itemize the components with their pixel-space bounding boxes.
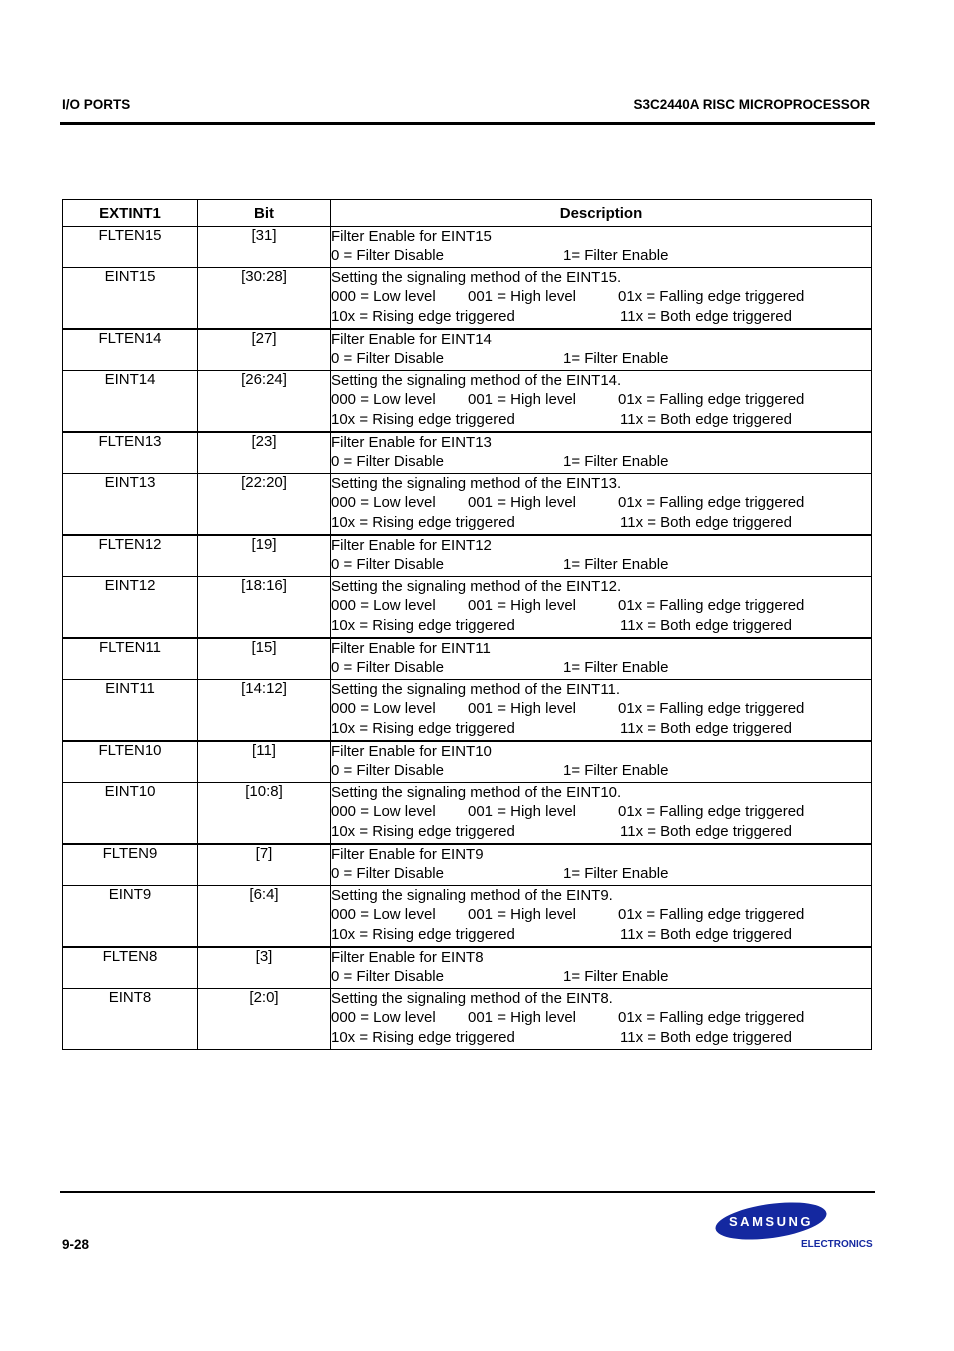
option-enable: 1= Filter Enable	[563, 968, 669, 986]
field-description	[331, 638, 872, 680]
header-product-title: S3C2440A RISC MICROPROCESSOR	[633, 97, 870, 112]
option-high-level: 001 = High level	[468, 288, 576, 306]
samsung-logo	[714, 1200, 828, 1242]
description-title: Filter Enable for EINT8	[331, 949, 484, 966]
field-description	[331, 886, 872, 948]
option-rising-edge: 10x = Rising edge triggered	[331, 925, 515, 943]
field-description	[331, 741, 872, 783]
table-row	[63, 577, 872, 639]
description-title: Filter Enable for EINT9	[331, 846, 484, 863]
option-falling-edge: 01x = Falling edge triggered	[618, 494, 805, 512]
option-low-level: 000 = Low level	[331, 1009, 436, 1027]
option-low-level: 000 = Low level	[331, 906, 436, 924]
option-disable: 0 = Filter Disable	[331, 659, 444, 677]
table-row	[63, 741, 872, 783]
option-enable: 1= Filter Enable	[563, 865, 669, 883]
page-number: 9-28	[62, 1237, 90, 1252]
option-enable: 1= Filter Enable	[563, 659, 669, 677]
option-disable: 0 = Filter Disable	[331, 247, 444, 265]
field-name: FLTEN12	[63, 535, 198, 577]
description-title: Setting the signaling method of the EINT9.	[331, 887, 613, 904]
description-line	[331, 699, 871, 718]
field-name: EINT13	[63, 474, 198, 536]
logo-subtitle: ELECTRONICS	[801, 1239, 873, 1250]
column-header-description: Description	[331, 200, 872, 227]
field-name: EINT15	[63, 268, 198, 330]
option-falling-edge: 01x = Falling edge triggered	[618, 906, 805, 924]
bit-range: [15]	[198, 638, 331, 680]
bit-range: [31]	[198, 227, 331, 268]
option-falling-edge: 01x = Falling edge triggered	[618, 700, 805, 718]
table-row	[63, 680, 872, 742]
option-low-level: 000 = Low level	[331, 700, 436, 718]
bit-range: [10:8]	[198, 783, 331, 845]
field-description	[331, 329, 872, 371]
bit-range: [26:24]	[198, 371, 331, 433]
option-low-level: 000 = Low level	[331, 494, 436, 512]
option-both-edge: 11x = Both edge triggered	[620, 1028, 792, 1046]
bit-range: [3]	[198, 947, 331, 989]
option-high-level: 001 = High level	[468, 700, 576, 718]
table-row	[63, 268, 872, 330]
description-line	[331, 452, 871, 471]
description-line	[331, 307, 871, 326]
bit-range: [14:12]	[198, 680, 331, 742]
description-line	[331, 639, 871, 658]
option-enable: 1= Filter Enable	[563, 453, 669, 471]
option-high-level: 001 = High level	[468, 391, 576, 409]
bit-range: [18:16]	[198, 577, 331, 639]
bit-range: [7]	[198, 844, 331, 886]
field-name: FLTEN13	[63, 432, 198, 474]
option-low-level: 000 = Low level	[331, 597, 436, 615]
description-line	[331, 410, 871, 429]
description-line	[331, 967, 871, 986]
description-title: Filter Enable for EINT14	[331, 331, 492, 348]
option-high-level: 001 = High level	[468, 906, 576, 924]
table-row	[63, 474, 872, 536]
description-line	[331, 555, 871, 574]
description-line	[331, 1008, 871, 1027]
description-title: Filter Enable for EINT11	[331, 640, 491, 657]
header-divider	[60, 122, 875, 125]
option-low-level: 000 = Low level	[331, 803, 436, 821]
description-line	[331, 474, 871, 493]
option-enable: 1= Filter Enable	[563, 350, 669, 368]
option-rising-edge: 10x = Rising edge triggered	[331, 513, 515, 531]
option-enable: 1= Filter Enable	[563, 556, 669, 574]
bit-range: [2:0]	[198, 989, 331, 1050]
option-high-level: 001 = High level	[468, 1009, 576, 1027]
logo-wordmark: SAMSUNG	[729, 1214, 813, 1229]
description-title: Setting the signaling method of the EINT12.	[331, 578, 622, 595]
column-header-bit: Bit	[198, 200, 331, 227]
description-line	[331, 905, 871, 924]
field-name: FLTEN8	[63, 947, 198, 989]
description-title: Filter Enable for EINT15	[331, 228, 492, 245]
description-title: Setting the signaling method of the EINT14.	[331, 372, 622, 389]
option-rising-edge: 10x = Rising edge triggered	[331, 410, 515, 428]
bit-range: [6:4]	[198, 886, 331, 948]
field-description	[331, 680, 872, 742]
field-name: EINT8	[63, 989, 198, 1050]
field-name: EINT14	[63, 371, 198, 433]
option-both-edge: 11x = Both edge triggered	[620, 513, 792, 531]
field-name: FLTEN11	[63, 638, 198, 680]
field-description	[331, 227, 872, 268]
option-falling-edge: 01x = Falling edge triggered	[618, 803, 805, 821]
register-table	[62, 199, 872, 1050]
field-name: EINT12	[63, 577, 198, 639]
option-disable: 0 = Filter Disable	[331, 968, 444, 986]
table-row	[63, 432, 872, 474]
option-enable: 1= Filter Enable	[563, 247, 669, 265]
description-title: Filter Enable for EINT10	[331, 743, 492, 760]
description-title: Setting the signaling method of the EINT15.	[331, 269, 622, 286]
description-line	[331, 390, 871, 409]
option-rising-edge: 10x = Rising edge triggered	[331, 307, 515, 325]
field-name: EINT9	[63, 886, 198, 948]
option-disable: 0 = Filter Disable	[331, 865, 444, 883]
option-enable: 1= Filter Enable	[563, 762, 669, 780]
description-line	[331, 371, 871, 390]
description-line	[331, 287, 871, 306]
field-description	[331, 989, 872, 1050]
field-description	[331, 474, 872, 536]
option-disable: 0 = Filter Disable	[331, 556, 444, 574]
description-line	[331, 330, 871, 349]
field-description	[331, 371, 872, 433]
description-line	[331, 719, 871, 738]
option-both-edge: 11x = Both edge triggered	[620, 822, 792, 840]
description-line	[331, 577, 871, 596]
description-line	[331, 1028, 871, 1047]
description-line	[331, 680, 871, 699]
description-line	[331, 227, 871, 246]
description-line	[331, 513, 871, 532]
option-rising-edge: 10x = Rising edge triggered	[331, 719, 515, 737]
description-line	[331, 783, 871, 802]
table-row	[63, 638, 872, 680]
description-title: Filter Enable for EINT12	[331, 537, 492, 554]
description-line	[331, 864, 871, 883]
option-high-level: 001 = High level	[468, 597, 576, 615]
field-name: EINT11	[63, 680, 198, 742]
table-row	[63, 844, 872, 886]
description-line	[331, 246, 871, 265]
table-body	[63, 227, 872, 1050]
option-disable: 0 = Filter Disable	[331, 350, 444, 368]
description-title: Setting the signaling method of the EINT13.	[331, 475, 622, 492]
description-line	[331, 886, 871, 905]
table-row	[63, 989, 872, 1050]
field-description	[331, 844, 872, 886]
field-name: FLTEN14	[63, 329, 198, 371]
bit-range: [30:28]	[198, 268, 331, 330]
option-both-edge: 11x = Both edge triggered	[620, 719, 792, 737]
description-line	[331, 802, 871, 821]
option-both-edge: 11x = Both edge triggered	[620, 616, 792, 634]
description-line	[331, 822, 871, 841]
option-disable: 0 = Filter Disable	[331, 762, 444, 780]
table-row	[63, 886, 872, 948]
table-row	[63, 329, 872, 371]
description-line	[331, 268, 871, 287]
field-name: FLTEN10	[63, 741, 198, 783]
description-line	[331, 536, 871, 555]
option-low-level: 000 = Low level	[331, 391, 436, 409]
table-row	[63, 947, 872, 989]
description-line	[331, 616, 871, 635]
table-row	[63, 371, 872, 433]
field-description	[331, 268, 872, 330]
bit-range: [11]	[198, 741, 331, 783]
option-both-edge: 11x = Both edge triggered	[620, 410, 792, 428]
option-falling-edge: 01x = Falling edge triggered	[618, 1009, 805, 1027]
column-header-extint1: EXTINT1	[63, 200, 198, 227]
table-row	[63, 783, 872, 845]
description-line	[331, 989, 871, 1008]
bit-range: [27]	[198, 329, 331, 371]
field-description	[331, 947, 872, 989]
description-line	[331, 742, 871, 761]
description-title: Setting the signaling method of the EINT8.	[331, 990, 613, 1007]
option-high-level: 001 = High level	[468, 803, 576, 821]
description-line	[331, 761, 871, 780]
option-disable: 0 = Filter Disable	[331, 453, 444, 471]
field-description	[331, 535, 872, 577]
option-rising-edge: 10x = Rising edge triggered	[331, 1028, 515, 1046]
option-high-level: 001 = High level	[468, 494, 576, 512]
option-rising-edge: 10x = Rising edge triggered	[331, 616, 515, 634]
description-line	[331, 925, 871, 944]
table-row	[63, 535, 872, 577]
option-falling-edge: 01x = Falling edge triggered	[618, 288, 805, 306]
description-title: Setting the signaling method of the EINT11.	[331, 681, 621, 698]
field-name: FLTEN15	[63, 227, 198, 268]
description-line	[331, 493, 871, 512]
description-line	[331, 349, 871, 368]
field-name: FLTEN9	[63, 844, 198, 886]
option-rising-edge: 10x = Rising edge triggered	[331, 822, 515, 840]
option-both-edge: 11x = Both edge triggered	[620, 307, 792, 325]
option-falling-edge: 01x = Falling edge triggered	[618, 597, 805, 615]
bit-range: [22:20]	[198, 474, 331, 536]
description-line	[331, 658, 871, 677]
header-section-title: I/O PORTS	[62, 97, 131, 112]
option-falling-edge: 01x = Falling edge triggered	[618, 391, 805, 409]
footer-divider	[60, 1191, 875, 1193]
table-header-row	[63, 200, 872, 227]
description-line	[331, 433, 871, 452]
field-description	[331, 783, 872, 845]
field-description	[331, 432, 872, 474]
description-line	[331, 948, 871, 967]
bit-range: [23]	[198, 432, 331, 474]
option-both-edge: 11x = Both edge triggered	[620, 925, 792, 943]
description-line	[331, 845, 871, 864]
description-title: Setting the signaling method of the EINT10.	[331, 784, 622, 801]
description-title: Filter Enable for EINT13	[331, 434, 492, 451]
option-low-level: 000 = Low level	[331, 288, 436, 306]
description-line	[331, 596, 871, 615]
field-description	[331, 577, 872, 639]
field-name: EINT10	[63, 783, 198, 845]
bit-range: [19]	[198, 535, 331, 577]
table-row	[63, 227, 872, 268]
